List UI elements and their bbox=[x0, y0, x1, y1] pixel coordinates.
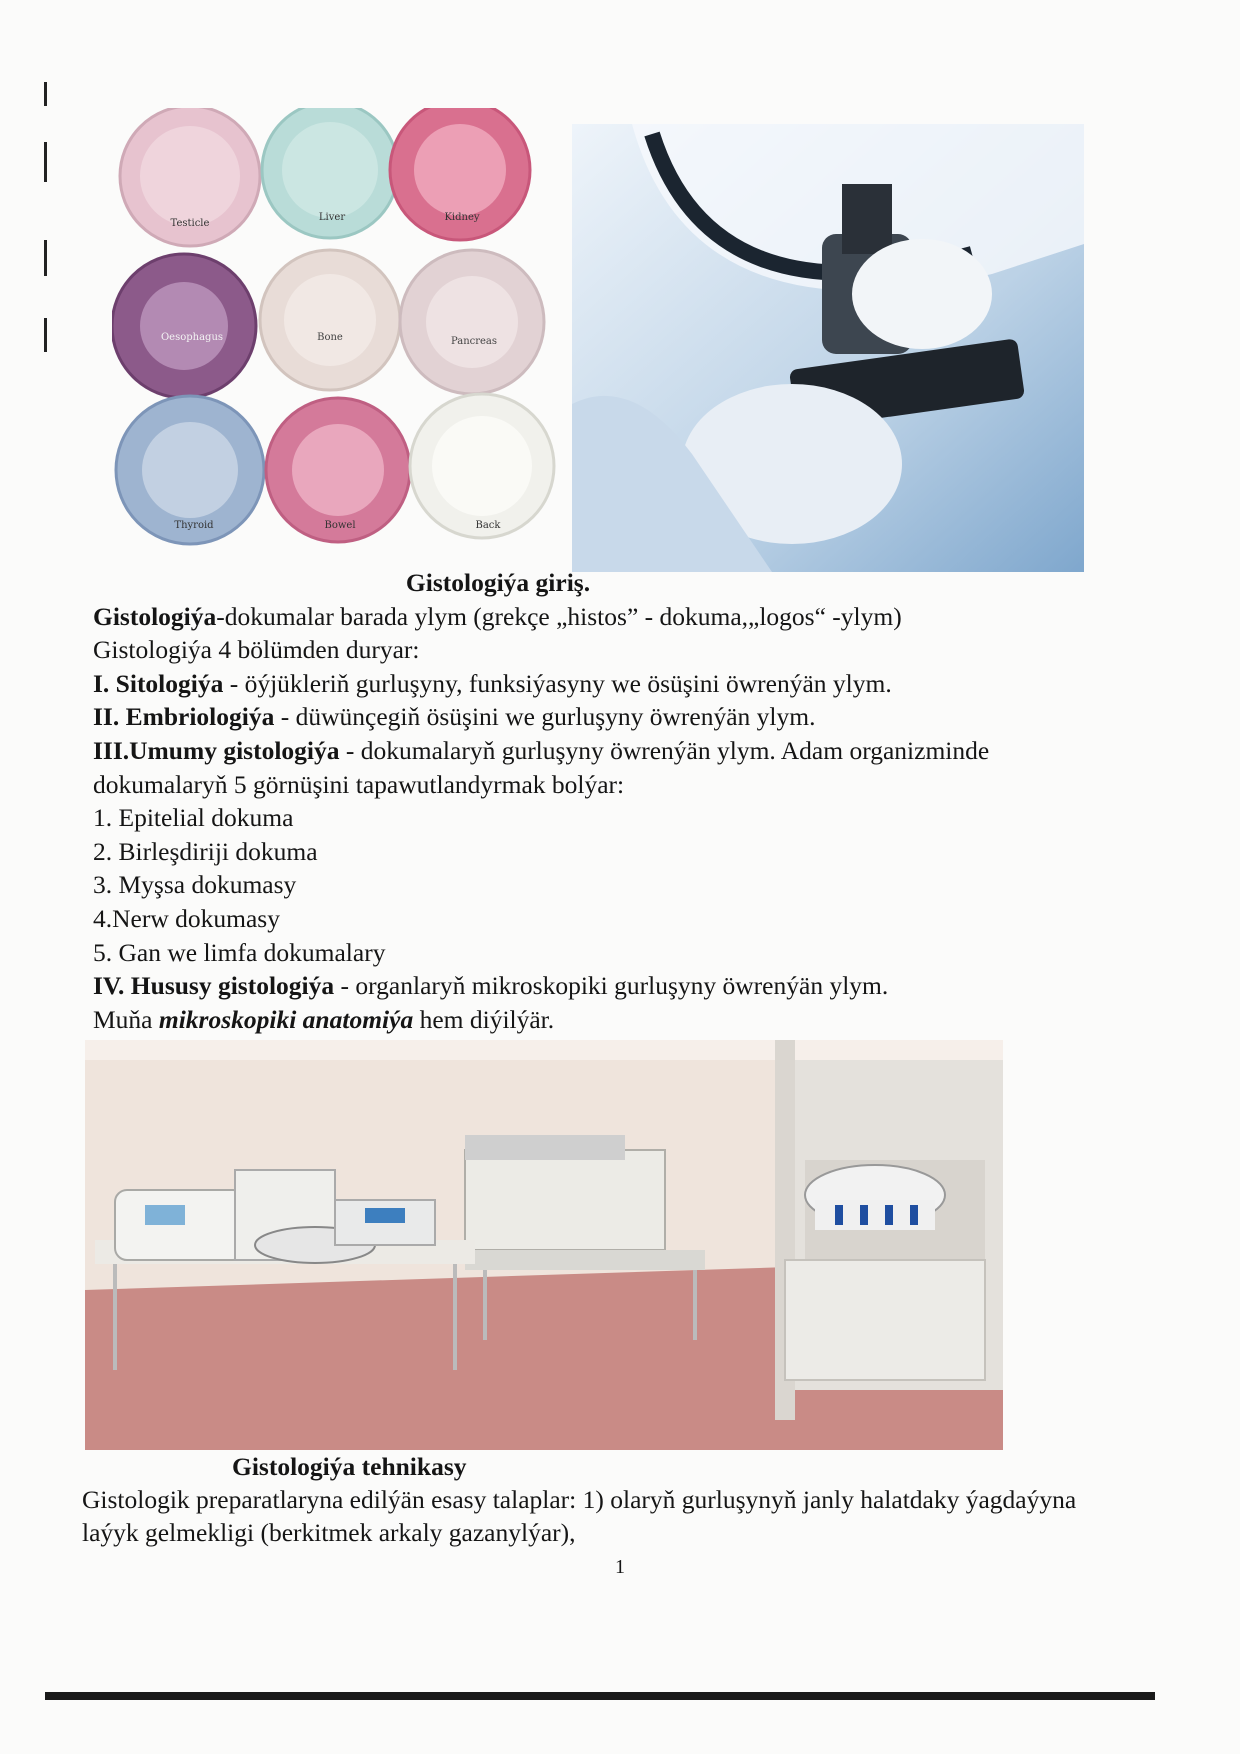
slide-label: Oesophagus bbox=[160, 332, 224, 343]
slide-oesophagus bbox=[112, 254, 256, 398]
technique-paragraph: Gistologik preparatlaryna edilýän esasy talaplar: 1) olaryň gurluşynyň janly halatdaky ýagdaýyna laýyk gelmekligi (berkitmek arkaly gazanylýar), bbox=[82, 1485, 1077, 1547]
slide-label: Bone bbox=[317, 332, 343, 343]
scan-mark bbox=[44, 318, 47, 352]
slide-label: Liver bbox=[318, 212, 346, 223]
section-text: - dokumalaryň gurluşyny öwrenýän ylym. Adam organizminde dokumalaryň 5 görnüşini tapawutlandyrmak bolýar: bbox=[93, 735, 990, 799]
scan-mark bbox=[44, 240, 47, 276]
main-text bbox=[93, 566, 1093, 1036]
slide-liver bbox=[262, 108, 398, 238]
anatomy-term: mikroskopiki anatomiýa bbox=[158, 1004, 414, 1034]
slide-label: Pancreas bbox=[450, 336, 498, 347]
tissue-item: 2. Birleşdiriji dokuma bbox=[93, 836, 318, 866]
sections-line: Gistologiýa 4 bölümden duryar: bbox=[93, 635, 420, 665]
slide-testicle bbox=[120, 108, 260, 246]
tissue-item: 3. Myşsa dokumasy bbox=[93, 870, 297, 900]
section-item-1 bbox=[93, 667, 1093, 701]
histology-slides-image bbox=[112, 108, 562, 558]
section-term: III.Umumy gistologiýa bbox=[93, 735, 340, 765]
slide-label: Kidney bbox=[444, 212, 480, 223]
technique-section bbox=[82, 1450, 1092, 1549]
tissue-item: 4.Nerw dokumasy bbox=[93, 903, 280, 933]
anatomy-post: hem diýilýär. bbox=[413, 1004, 555, 1034]
tissue-item: 5. Gan we limfa dokumalary bbox=[93, 937, 386, 967]
section-term: II. Embriologiýa bbox=[93, 702, 275, 732]
intro-term: Gistologiýa bbox=[93, 601, 217, 631]
section-text: - düwünçegiň ösüşini we gurluşyny öwrenýän ylym. bbox=[274, 702, 816, 732]
intro-definition: -dokumalar barada ylym (grekçe „histos” - dokuma,„logos“ -ylym) bbox=[216, 601, 902, 631]
slide-kidney bbox=[390, 108, 530, 240]
anatomy-pre: Muňa bbox=[93, 1004, 159, 1034]
slide-pancreas bbox=[400, 250, 544, 394]
scan-mark bbox=[44, 142, 47, 182]
section-caption-intro: Gistologiýa giriş. bbox=[405, 568, 591, 597]
slide-label: Testicle bbox=[170, 218, 210, 229]
slide-bone bbox=[260, 250, 400, 390]
section-term: IV. Hususy gistologiýa bbox=[93, 971, 335, 1001]
slide-bowel bbox=[266, 398, 410, 542]
section-caption-technique: Gistologiýa tehnikasy bbox=[232, 1452, 467, 1481]
anatomy-line bbox=[93, 1003, 1093, 1037]
section-item-3 bbox=[93, 734, 1093, 801]
slide-thyroid bbox=[116, 396, 264, 544]
section-item-4 bbox=[93, 969, 1093, 1003]
section-item-2 bbox=[93, 700, 1093, 734]
intro-paragraph bbox=[93, 600, 1093, 634]
microscope-photo bbox=[572, 124, 1084, 572]
tissue-item: 1. Epitelial dokuma bbox=[93, 803, 294, 833]
section-text: - organlaryň mikroskopiki gurluşyny öwrenýän ylym. bbox=[334, 971, 889, 1001]
slide-back bbox=[410, 394, 554, 538]
section-text: - öýjükleriň gurluşyny, funksiýasyny we ösüşini öwrenýän ylym. bbox=[223, 668, 892, 698]
slide-label: Bowel bbox=[324, 520, 356, 531]
slide-label: Thyroid bbox=[174, 520, 214, 531]
slide-label: Back bbox=[475, 520, 501, 531]
scan-edge bbox=[45, 1692, 1155, 1700]
page-number: 1 bbox=[615, 1556, 625, 1578]
scan-mark bbox=[44, 82, 47, 106]
section-term: I. Sitologiýa bbox=[93, 668, 224, 698]
histology-lab-photo bbox=[85, 1040, 1003, 1450]
